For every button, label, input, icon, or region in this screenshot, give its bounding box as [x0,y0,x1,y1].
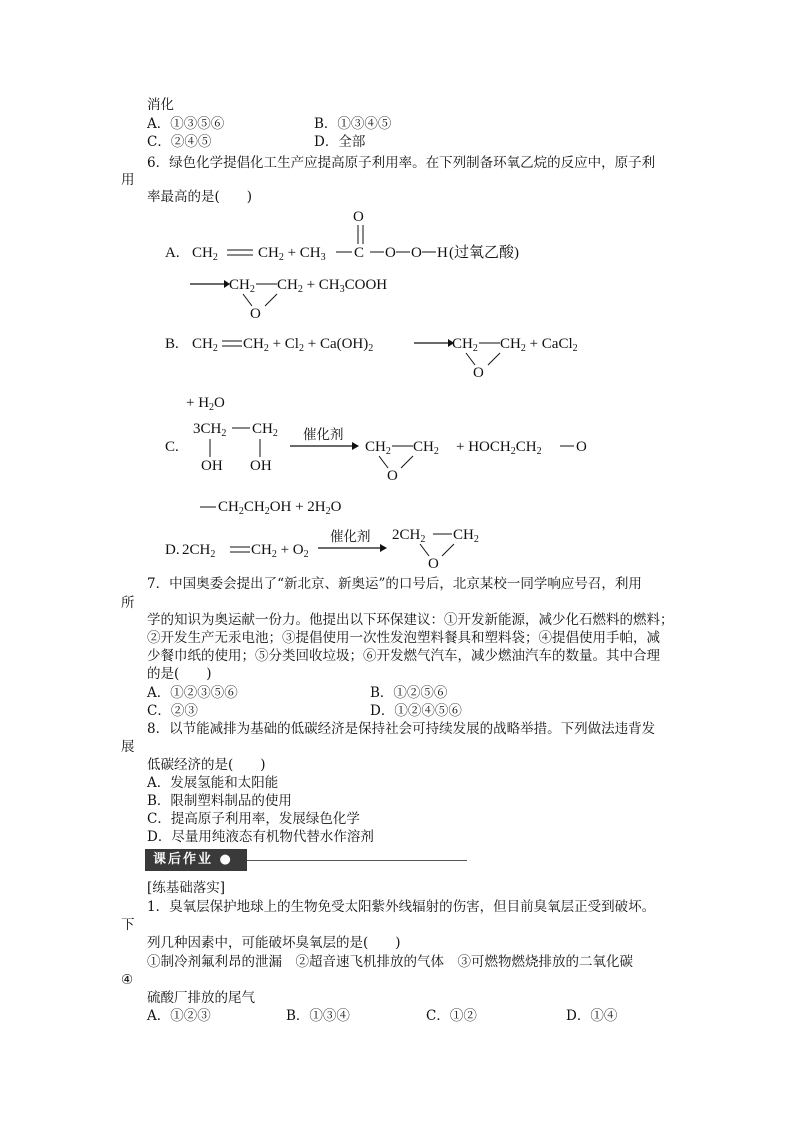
q6-b-ethylene: $CH_2$ [192,336,218,354]
q6-c-catalyst-label: 催化剂 [303,427,344,443]
hq1-option-a: A．①②③ [147,1008,211,1024]
q6-c-oh-1: OH [201,458,223,474]
section-subtitle: [练基础落实] [147,880,226,896]
q6-a-arrow [190,279,230,289]
q7-option-a: A．①②③⑤⑥ [147,685,238,701]
q6-c-label: C. [165,439,179,455]
q6-d-epoxide-2: $CH_2$ [453,527,479,545]
hq1-option-b: B．①③④ [286,1008,350,1024]
q6-a-double-bond [225,248,255,258]
q6-d-label: D. [165,542,180,558]
q8-option-b: B．限制塑料制品的使用 [147,793,292,809]
q7-option-b: B．①②⑤⑥ [370,685,448,701]
q7-stem-line2: 学的知识为奥运献一份力。他提出以下环保建议：①开发新能源，减少化石燃料的燃料； [147,612,674,628]
q6-a-carbon: C [354,245,365,261]
q6-d-ethylene: $2CH_2$ [182,542,216,560]
q6-b-epoxide: $CH_2$ [452,336,478,354]
q6-d-epoxide: $2CH_2$ [392,527,426,545]
q6-c-epoxide-2: $CH_2$ [413,439,439,457]
q5-continuation: 消化 [147,97,174,113]
hq1-stem-line2: 列几种因素中，可能破坏臭氧层的是( ) [147,935,401,951]
hq1-stem-line4: 硫酸厂排放的尾气 [147,990,255,1006]
q6-d-reactants: $CH_2 + O_2$ [251,542,309,560]
q6-c-oh-2: OH [250,458,272,474]
q6-c-ether-bond [560,445,576,449]
q6-d-double-bond [228,545,252,555]
q8-margin-char: 展 [121,739,135,755]
q6-d-arrow [318,543,388,553]
q7-stem-line4: 少餐巾纸的使用；⑤分类回收垃圾；⑥开发燃气汽车，减少燃油汽车的数量。其中合理 [147,648,660,664]
q6-a-epoxide: $CH_2$ [229,277,255,295]
q5-option-c: C．②④⑤ [147,134,212,150]
q6-c-byproduct-2: $CH_2CH_2OH + 2H_2O$ [218,499,342,517]
q6-b-double-bond [220,339,244,349]
q6-a-ethylene: $CH_2$ [192,245,218,263]
q6-b-label: B. [165,336,179,352]
section-banner-homework: 课后作业 ● [145,849,247,871]
hq1-stem-line1: 1．臭氧层保护地球上的生物免受太阳紫外线辐射的伤害，但目前臭氧层正受到破坏。 [147,899,656,915]
q6-a-h: H [437,245,448,261]
section-divider [247,860,467,861]
hq1-option-c: C．①② [426,1008,477,1024]
hq1-margin-char-1: 下 [121,917,135,933]
q5-option-a: A．①③⑤⑥ [147,116,225,132]
q7-margin-char: 所 [121,595,135,611]
q7-option-c: C．②③ [147,703,198,719]
q7-stem-line1: 7．中国奥委会提出了“新北京、新奥运”的口号后，北京某校一同学响应号召，利用 [147,576,642,592]
q6-stem-line1: 6．绿色化学提倡化工生产应提高原子利用率。在下列制备环氧乙烷的反应中，原子利 [147,155,656,171]
hq1-option-d: D．①④ [566,1008,618,1024]
q6-c-ether-bond-2 [200,506,218,510]
q6-a-epoxide-2: $CH_2$ + $CH_3COOH$ [277,277,388,295]
q6-a-o2: O [411,245,422,261]
q6-b-epoxide-o: O [473,365,484,381]
q5-option-b: B．①③④⑤ [314,116,392,132]
q6-d-catalyst-label: 催化剂 [330,529,371,545]
q6-b-reactants: $CH_2 + Cl_2 + Ca(OH)_2$ [243,336,374,354]
q6-c-epoxide: $CH_2$ [365,439,391,457]
q6-margin-char: 用 [121,172,135,188]
q6-a-label: A. [165,245,180,261]
q8-option-a: A．发展氢能和太阳能 [147,775,279,791]
q6-c-epoxide-o: O [387,468,398,484]
q6-b-arrow [414,338,454,348]
q6-c-byproduct: + $HOCH_2CH_2$ [456,439,542,457]
q5-option-d: D．全部 [314,134,366,150]
q6-a-epoxide-o: O [250,306,261,322]
q6-c-arrow [290,441,360,451]
q7-option-d: D．①②④⑤⑥ [370,703,462,719]
q6-b-water: + $H_2O$ [186,395,225,413]
q8-stem-line2: 低碳经济的是( ) [147,757,266,773]
q6-a-carbonyl-o: O [353,209,364,225]
q7-stem-line3: ②开发生产无汞电池；③提倡使用一次性发泡塑料餐具和塑料袋；④提倡使用手帕，减 [147,630,660,646]
q6-a-ethylene-2: $CH_2 + CH_3$ [258,245,326,263]
q8-option-d: D．尽量用纯液态有机物代替水作溶剂 [147,829,374,845]
hq1-stem-line3: ①制冷剂氟利昂的泄漏 ②超音速飞机排放的气体 ③可燃物燃烧排放的二氧化碳 [147,954,633,970]
q6-b-products: $CH_2$ + CaCl$_2$ [500,336,578,354]
q6-stem-line2: 率最高的是( ) [147,189,253,205]
q6-a-o1: O [385,245,396,261]
q6-d-epoxide-o: O [428,556,439,572]
hq1-margin-char-2: ④ [121,972,134,988]
q7-stem-line5: 的是( ) [147,666,212,682]
q6-c-glycol: $3CH_2$ [193,421,227,439]
q6-a-peracid-note: (过氧乙酸) [449,245,519,261]
q8-stem-line1: 8．以节能减排为基础的低碳经济是保持社会可持续发展的战略举措。下列做法违背发 [147,721,656,737]
q6-c-ether-o: O [576,439,587,455]
q6-c-glycol-2: $CH_2$ [252,421,278,439]
q8-option-c: C．提高原子利用率，发展绿色化学 [147,811,360,827]
